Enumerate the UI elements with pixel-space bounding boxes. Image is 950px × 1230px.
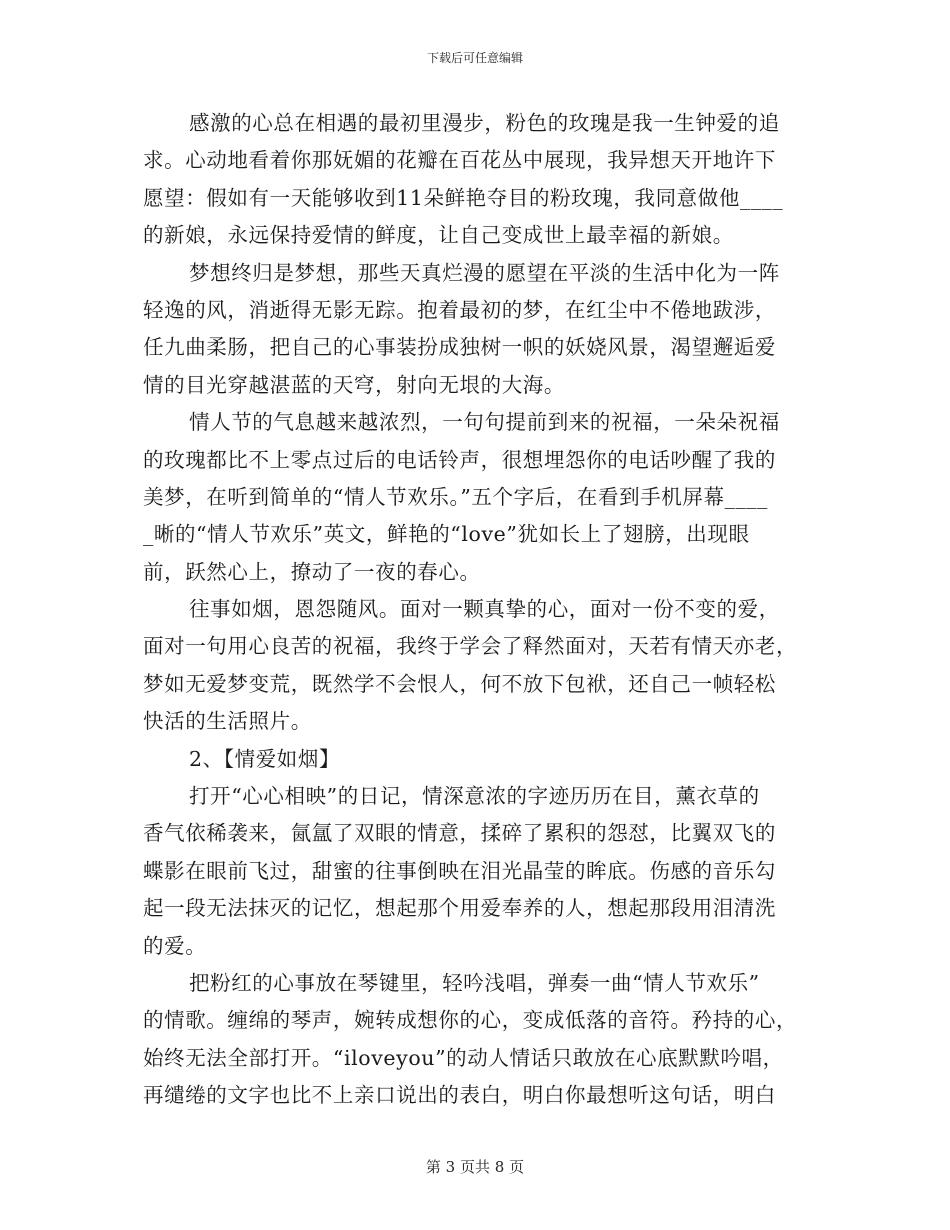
paragraph-6 — [143, 965, 803, 1115]
paragraph-3 — [143, 404, 803, 591]
document-body — [143, 105, 803, 1115]
text-line: 轻逸的风，消逝得无影无踪。抱着最初的梦，在红尘中不倦地跋涉， — [143, 297, 776, 322]
text-line: 梦想终归是梦想，那些天真烂漫的愿望在平淡的生活中化为一阵 — [189, 260, 780, 285]
text-line: 面对一句用心良苦的祝福，我终于学会了释然面对，天若有情天亦老， — [143, 634, 798, 659]
text-line: 情人节的气息越来越浓烈，一句句提前到来的祝福，一朵朵祝福 — [189, 410, 780, 435]
paragraph-1 — [143, 105, 803, 255]
text-line: 求。心动地看着你那妩媚的花瓣在百花丛中展现，我异想天开地许下 — [143, 148, 776, 173]
text-line: 打开“心心相映”的日记，情深意浓的字迹历历在目，薰衣草的 — [189, 784, 760, 809]
text-line: 任九曲柔肠，把自己的心事装扮成独树一帜的妖娆风景，渴望邂逅爱 — [143, 335, 776, 360]
paragraph-4 — [143, 591, 803, 741]
text-line: 的爱。 — [143, 933, 207, 958]
text-line: 美梦，在听到简单的“情人节欢乐。”五个字后，在看到手机屏幕____ — [143, 484, 769, 509]
text-line: 前，跃然心上，撩动了一夜的春心。 — [143, 559, 481, 584]
page-header: 下载后可任意编辑 — [426, 51, 523, 65]
text-line: 愿望：假如有一天能够收到11朵鲜艳夺目的粉玫瑰，我同意做他____ — [143, 185, 784, 210]
text-line: 始终无法全部打开。“iloveyou”的动人情话只敢放在心底默默吟唱， — [143, 1045, 784, 1070]
text-line: 香气依稀袭来，氤氲了双眼的情意，揉碎了累积的怨怼，比翼双飞的 — [143, 821, 776, 846]
paragraph-2 — [143, 255, 803, 405]
text-line: 梦如无爱梦变荒，既然学不会恨人，何不放下包袱，还自己一帧轻松 — [143, 671, 776, 696]
text-line: 的新娘，永远保持爱情的鲜度，让自己变成世上最幸福的新娘。 — [143, 223, 734, 248]
text-line: 快活的生活照片。 — [143, 709, 312, 734]
text-line: _晰的“情人节欢乐”英文，鲜艳的“love”犹如长上了翅膀，出现眼 — [143, 522, 750, 547]
text-line: 的玫瑰都比不上零点过后的电话铃声，很想埋怨你的电话吵醒了我的 — [143, 447, 776, 472]
text-line: 感激的心总在相遇的最初里漫步，粉色的玫瑰是我一生钟爱的追 — [189, 111, 780, 135]
text-line: 蝶影在眼前飞过，甜蜜的往事倒映在泪光晶莹的眸底。伤感的音乐勾 — [143, 858, 776, 883]
text-line: 往事如烟，恩怨随风。面对一颗真挚的心，面对一份不变的爱， — [189, 597, 780, 622]
text-line: 把粉红的心事放在琴键里，轻吟浅唱，弹奏一曲“情人节欢乐” — [189, 970, 760, 995]
text-line: 起一段无法抹灭的记忆，想起那个用爱奉养的人，想起那段用泪清洗 — [143, 896, 776, 921]
section-heading: 2、【情爱如烟】 — [189, 746, 341, 771]
paragraph-5 — [143, 778, 803, 965]
text-line: 的情歌。缠绵的琴声，婉转成想你的心，变成低落的音符。矜持的心， — [143, 1008, 798, 1033]
page-footer: 第 3 页共 8 页 — [425, 1158, 525, 1176]
text-line: 情的目光穿越湛蓝的天穹，射向无垠的大海。 — [143, 372, 565, 397]
text-line: 再缱绻的文字也比不上亲口说出的表白，明白你最想听这句话，明白 — [143, 1083, 776, 1108]
